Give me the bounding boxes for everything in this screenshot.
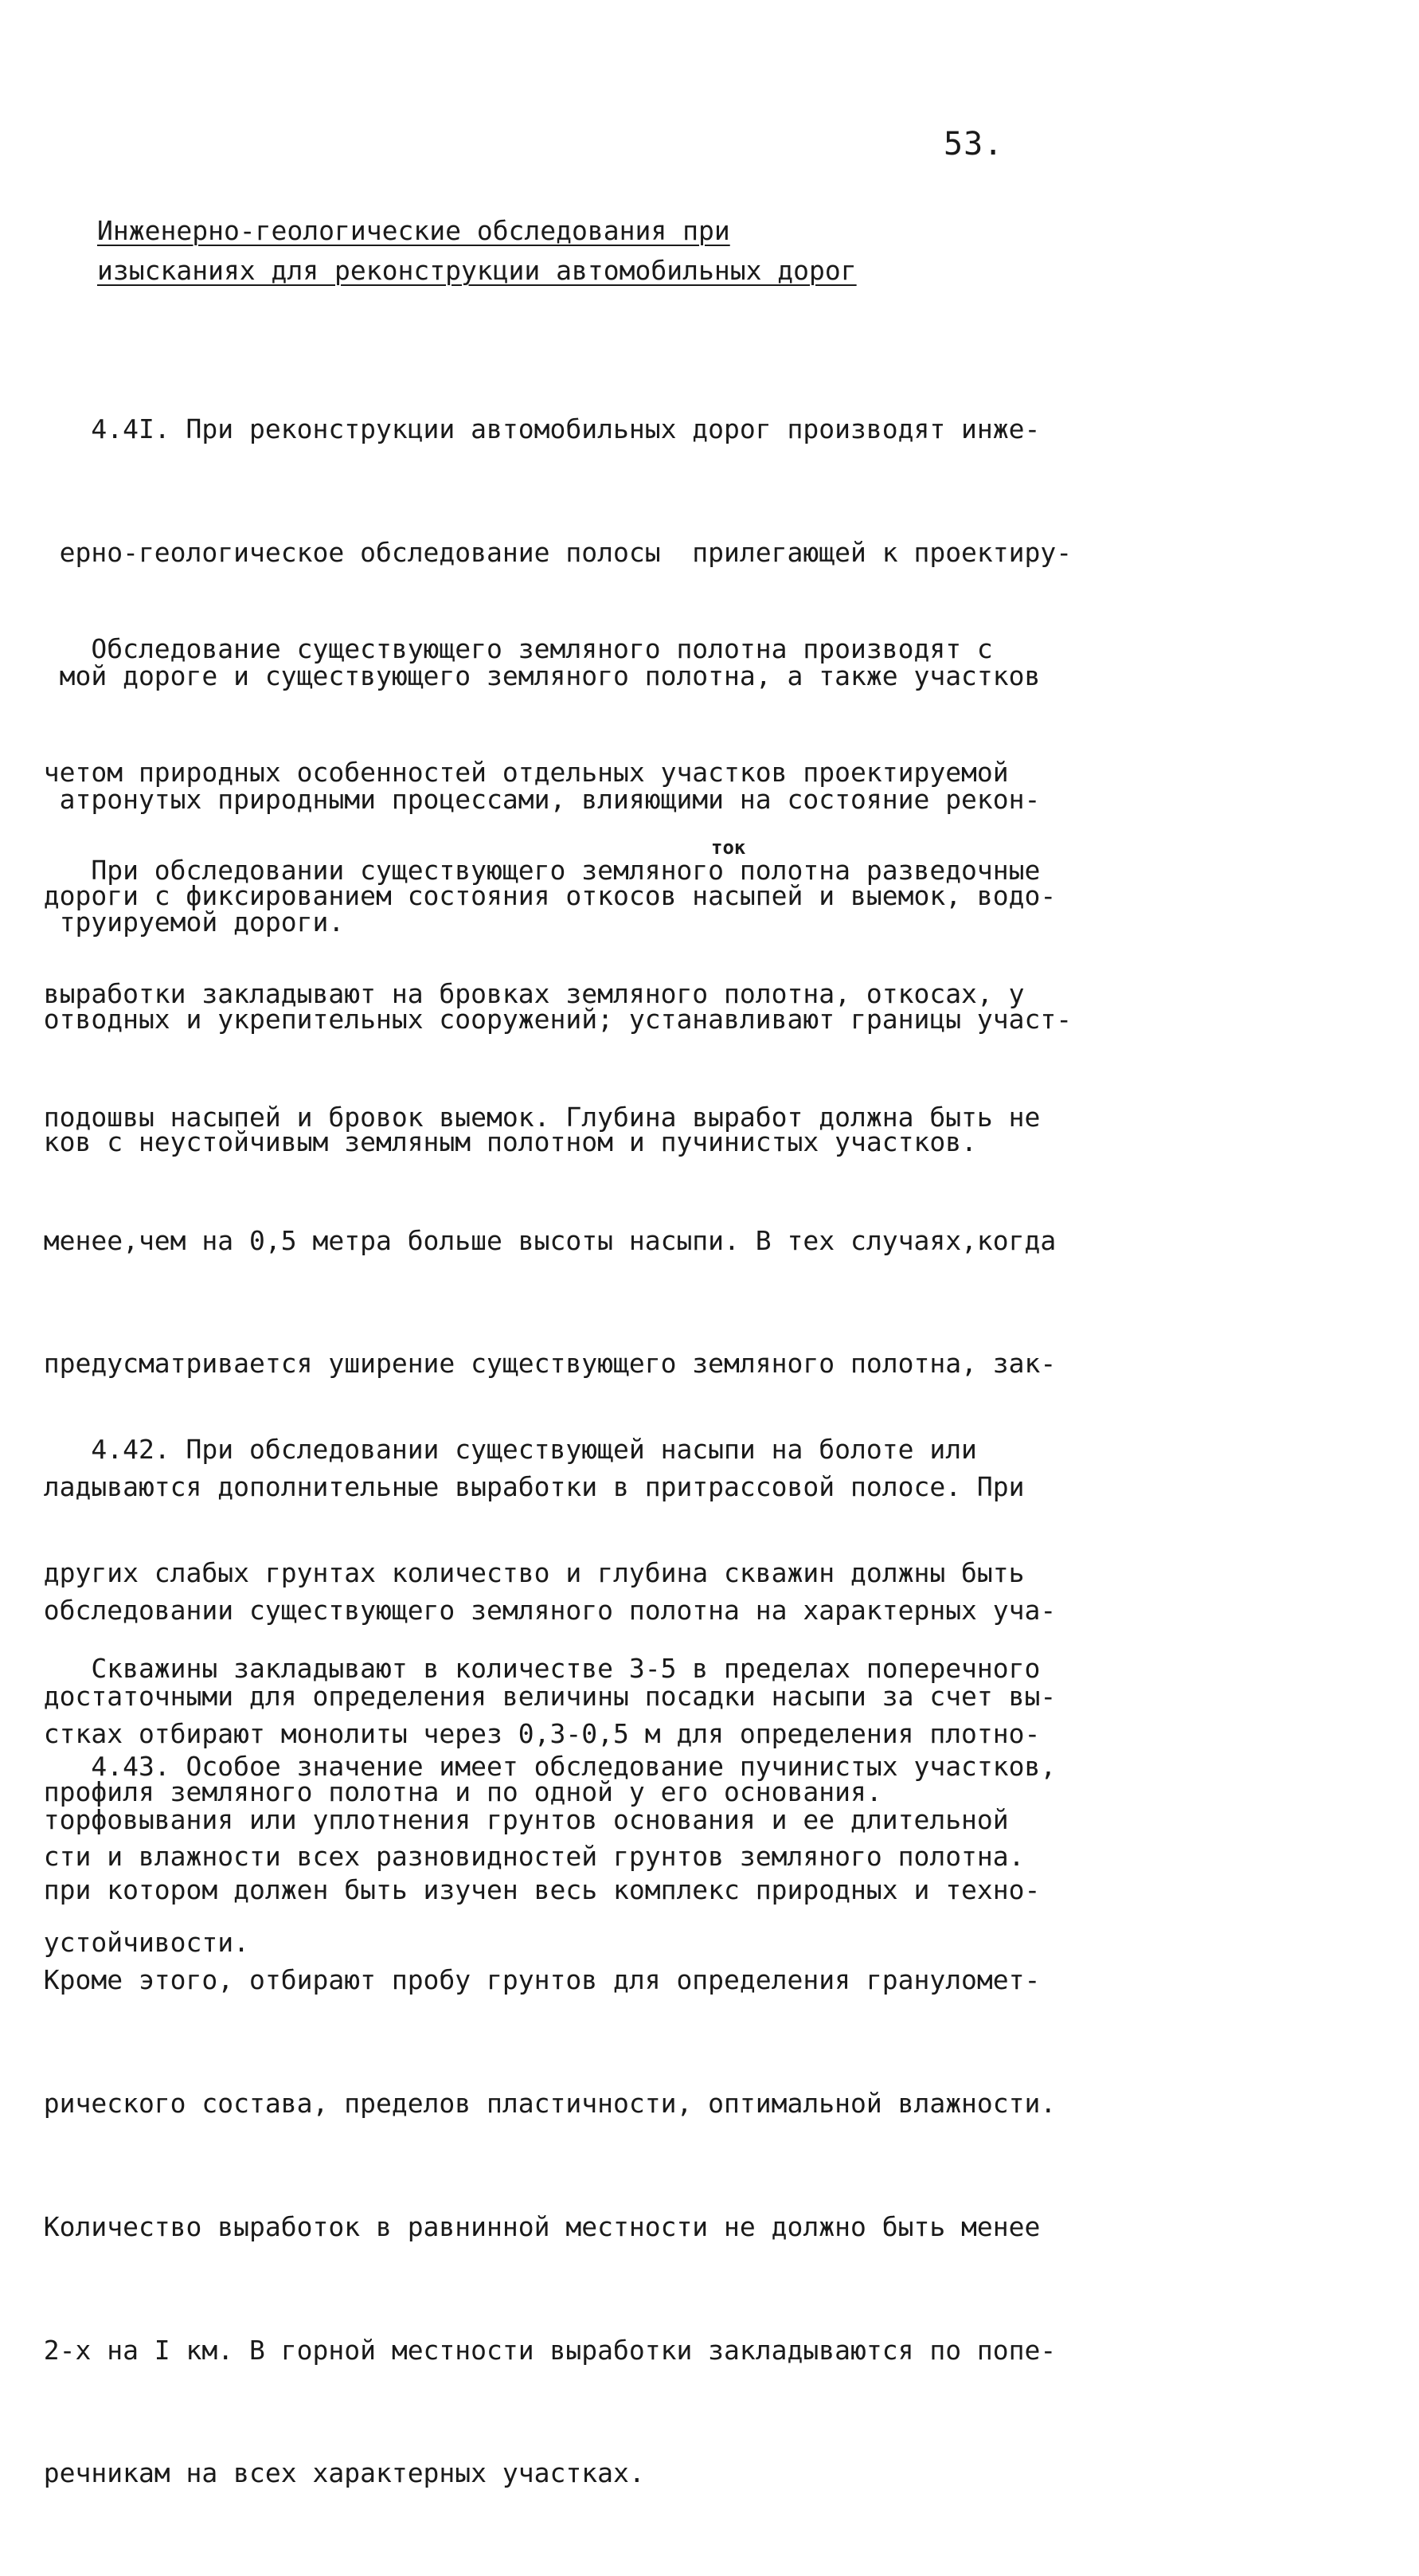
text-line: сти и влажности всех разновидностей грунтов земляного полотна.: [12, 1841, 1025, 1873]
text-line: ков с неустойчивым земляным полотном и пучинистых участков.: [12, 1126, 977, 1158]
text-line: профиля земляного полотна и по одной у его основания.: [12, 1775, 882, 1807]
text-line: четом природных особенностей отдельных участков проектируемой: [12, 756, 1009, 788]
text-line: атронутых природными процессами, влияющими на состояние рекон-: [12, 783, 1041, 815]
text-line: Кроме этого, отбирают пробу грунтов для определения грануломет-: [12, 1964, 1041, 1996]
text-line: обследовании существующего земляного полотна на характерных уча-: [12, 1594, 1057, 1626]
text-line: При обследовании существующего земляного полотна разведочные: [12, 855, 1041, 887]
text-line: речникам на всех характерных участках.: [12, 2457, 645, 2489]
text-line: при котором должен быть изучен весь комплекс природных и техно-: [12, 1873, 1041, 1905]
text-line: 4.43. Особое значение имеет обследование пучинистых участков,: [12, 1751, 1057, 1783]
handwritten-insertion: ток: [711, 836, 746, 859]
text-line: мой дороге и существующего земляного полотна, а также участков: [12, 660, 1041, 691]
text-line: дороги с фиксированием состояния откосов насыпей и выемок, водо-: [12, 879, 1057, 911]
paragraph-4-43: [12, 1664, 1056, 1993]
text-line: устойчивости.: [12, 1927, 250, 1959]
text-line: отводных и укрепительных сооружений; устанавливают границы участ-: [12, 1003, 1073, 1035]
text-line: выработки закладывают на бровках земляного полотна, откосах, у: [12, 977, 1025, 1009]
text-line: подошвы насыпей и бровок выемок. Глубина выработ должна быть не: [12, 1101, 1041, 1133]
text-line: стках отбирают монолиты через 0,3-0,5 м для определения плотно-: [12, 1717, 1041, 1749]
heading-line-1: Инженерно-геологические обследования при: [97, 215, 730, 246]
text-line: Скважины закладывают в количестве 3-5 в пределах поперечного: [12, 1653, 1041, 1685]
text-line: других слабых грунтах количество и глубина скважин должны быть: [12, 1556, 1025, 1588]
text-line: рического состава, пределов пластичности, оптимальной влажности.: [12, 2088, 1057, 2119]
text-line: менее,чем на 0,5 метра больше высоты насыпи. В тех случаях,когда: [12, 1224, 1057, 1256]
text-line: Обследование существующего земляного полотна производят с: [12, 633, 993, 665]
page-number: 53.: [944, 126, 1004, 162]
text-line: труируемой дороги.: [12, 906, 345, 938]
heading-line-2: изысканиях для реконструкции автомобильных дорог: [97, 255, 857, 286]
text-line: ладываются дополнительные выработки в притрассовой полосе. При: [12, 1471, 1025, 1503]
text-line: 2-х на I км. В горной местности выработки закладываются по попе-: [12, 2334, 1057, 2366]
section-heading: [97, 211, 857, 291]
text-line: 4.42. При обследовании существующей насыпи на болоте или: [12, 1434, 977, 1466]
text-line: предусматривается уширение существующего земляного полотна, зак-: [12, 1348, 1057, 1380]
text-line: торфовывания или уплотнения грунтов основания и ее длительной: [12, 1803, 1009, 1835]
text-line: 4.4I. При реконструкции автомобильных дорог производят инже-: [12, 413, 1041, 445]
text-line: ерно-геологическое обследование полосы прилегающей к проектиру-: [12, 536, 1073, 568]
text-line: достаточными для определения величины посадки насыпи за счет вы-: [12, 1680, 1057, 1712]
text-line: Количество выработок в равнинной местности не должно быть менее: [12, 2210, 1041, 2242]
